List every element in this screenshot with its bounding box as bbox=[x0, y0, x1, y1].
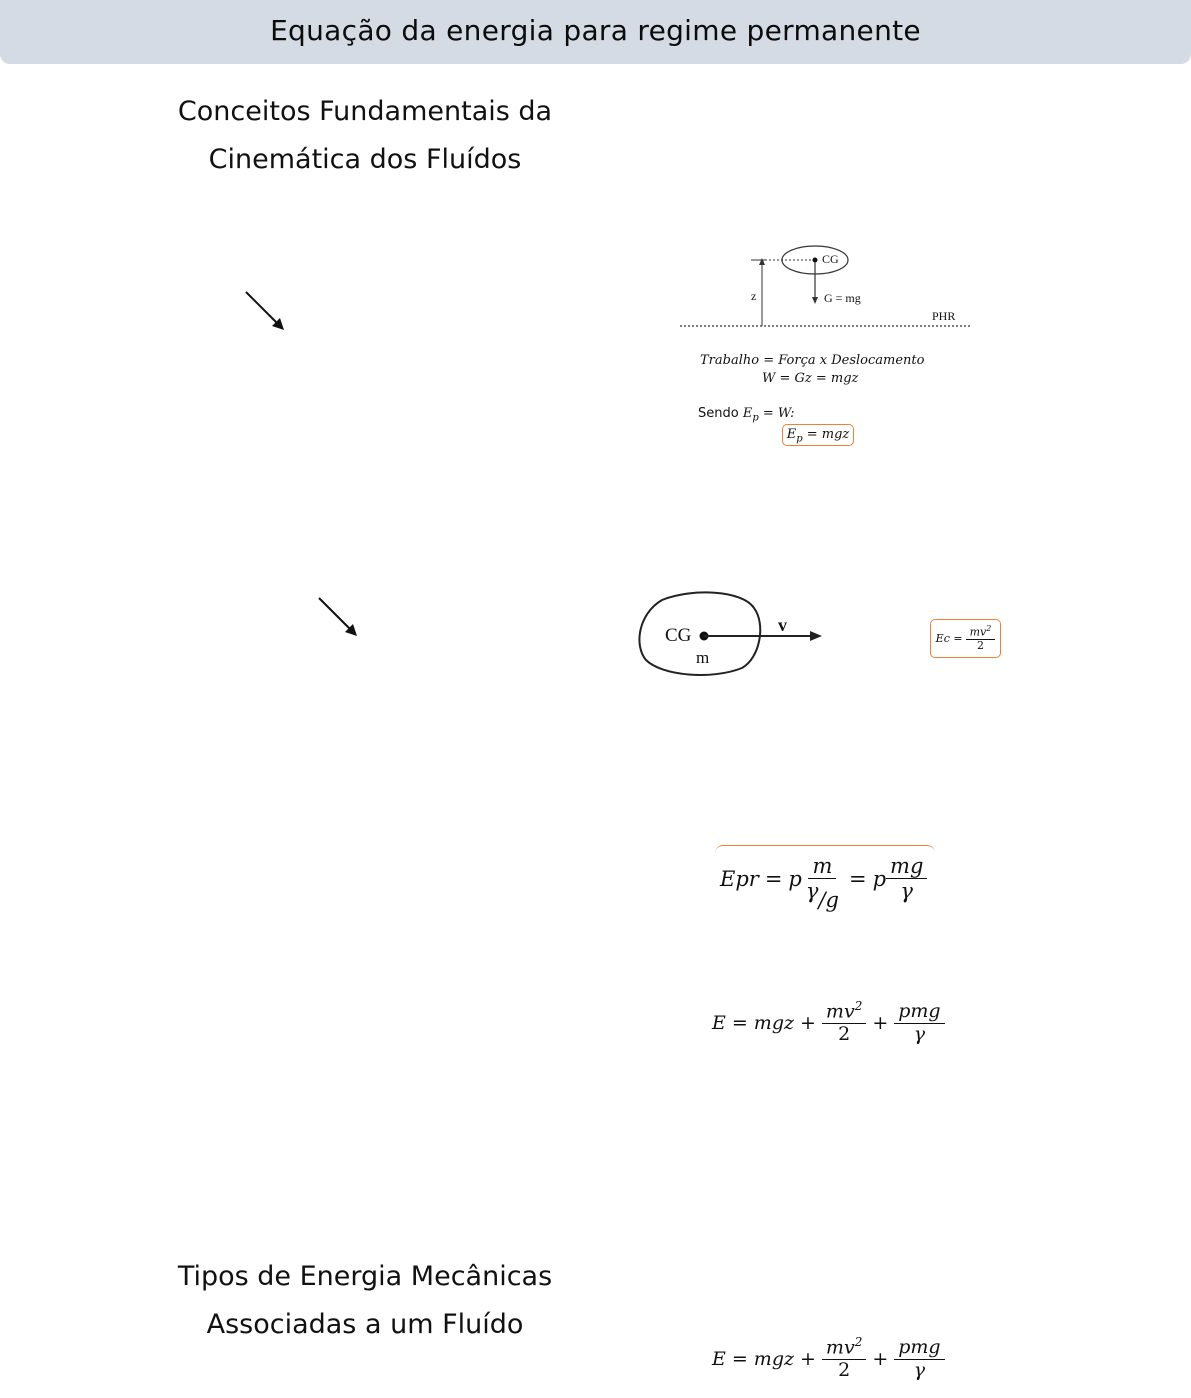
total-energy-equation: E = mgz + $\frac{mv^2}{2}$ + $\frac{\text{pmg}}{\gamma}$ bbox=[712, 1336, 945, 1382]
potential-energy-box bbox=[782, 424, 854, 446]
kinetic-denominator: 2 bbox=[838, 1359, 851, 1382]
p-symbol: p bbox=[872, 866, 887, 891]
pressure-numerator: pmg bbox=[894, 1337, 944, 1360]
m-numerator: m bbox=[808, 854, 836, 879]
kinetic-denominator: 2 bbox=[838, 1023, 851, 1046]
section-title-fundamentals bbox=[155, 88, 575, 184]
ec-exponent: 2 bbox=[986, 624, 992, 634]
page-title: Equação da energia para regime permanente bbox=[270, 14, 921, 47]
potential-energy-diagram bbox=[675, 236, 975, 336]
ep-subscript: p bbox=[752, 412, 759, 424]
pressure-denominator: γ bbox=[913, 1022, 926, 1045]
arrow-icon bbox=[313, 592, 365, 644]
kinetic-numerator: $mv^2$ bbox=[822, 1336, 866, 1360]
kinetic-energy-box bbox=[930, 619, 1001, 658]
boxed-e: E bbox=[786, 427, 797, 442]
ec-lhs: Ec = bbox=[935, 632, 963, 645]
e-symbol: E bbox=[712, 1012, 726, 1034]
epr-symbol: Epr bbox=[720, 866, 759, 891]
section-title-line: Cinemática dos Fluídos bbox=[208, 144, 522, 175]
section-title-line: Associadas a um Fluído bbox=[206, 1309, 524, 1340]
total-energy-equation: E = mgz + $\frac{mv^2}{2}$ + $\frac{\text{pmg}}{\gamma}$ bbox=[712, 1000, 945, 1046]
e-symbol: E bbox=[712, 1348, 726, 1370]
boxed-sub: p bbox=[796, 433, 803, 445]
ep-rest: = W: bbox=[758, 406, 795, 421]
cg-label: CG bbox=[822, 252, 839, 266]
sendo-line bbox=[698, 406, 795, 424]
mass-label: m bbox=[696, 648, 710, 667]
pressure-numerator: pmg bbox=[894, 1001, 944, 1024]
weight-label: G = mg bbox=[824, 291, 861, 305]
ep-symbol: E bbox=[742, 406, 753, 421]
gamma-over-g: γ/g bbox=[805, 879, 839, 913]
p-symbol: p bbox=[788, 866, 802, 891]
kinetic-numerator: $mv^2$ bbox=[822, 1000, 866, 1024]
header-banner bbox=[0, 0, 1191, 64]
mgz-term: mgz bbox=[753, 1348, 794, 1370]
ec-numerator: $mv^2$ bbox=[966, 624, 996, 640]
section-title-line: Tipos de Energia Mecânicas bbox=[177, 1261, 553, 1292]
section-title-energy-types bbox=[155, 1253, 575, 1349]
mgz-term: mgz bbox=[753, 1012, 794, 1034]
mg-numerator: mg bbox=[886, 854, 927, 879]
pressure-energy-equation: Epr = p $\frac{m}{\gamma/g}$ = p $\frac{mg}{\gamma}$ bbox=[720, 854, 927, 903]
section-title-line: Conceitos Fundamentais da bbox=[177, 96, 553, 127]
gamma-denominator: γ bbox=[900, 879, 913, 904]
pressure-denominator: γ bbox=[913, 1358, 926, 1381]
boxed-rest: = mgz bbox=[802, 427, 850, 442]
velocity-label: v bbox=[778, 615, 787, 635]
work-equation-2: W = Gz = mgz bbox=[762, 371, 859, 386]
z-label: z bbox=[751, 289, 757, 303]
phr-label: PHR bbox=[932, 309, 956, 323]
arrow-icon bbox=[240, 286, 292, 338]
work-equation: Trabalho = Força x Deslocamento bbox=[700, 353, 925, 368]
sendo-text: Sendo bbox=[698, 406, 739, 421]
cg-label: CG bbox=[665, 625, 692, 646]
ec-denominator: 2 bbox=[976, 639, 984, 653]
